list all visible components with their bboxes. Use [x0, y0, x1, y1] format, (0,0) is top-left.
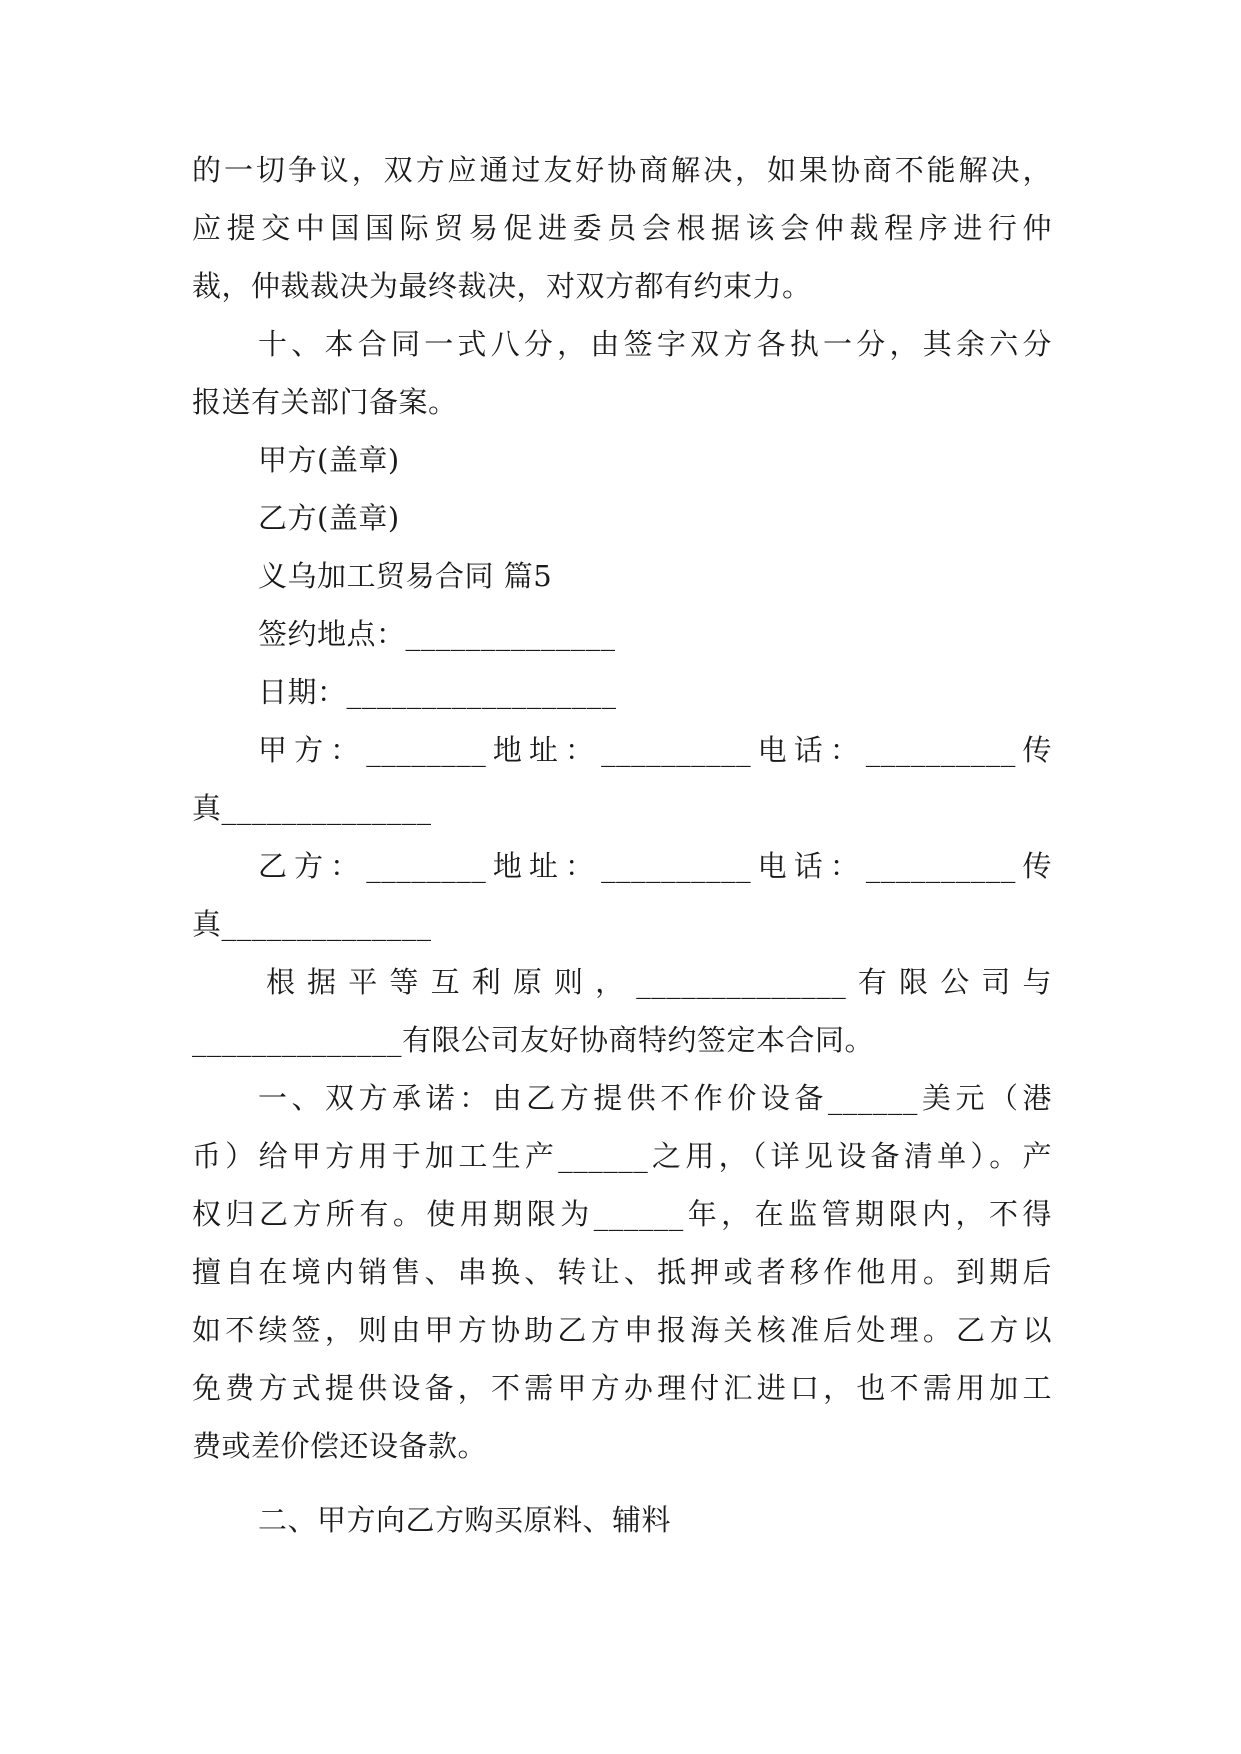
- party-a-fax: 真______________: [192, 791, 432, 825]
- text-line: 根据平等互利原则，______________有限公司与: [266, 965, 1052, 999]
- text-line: 费或差价偿还设备款。: [192, 1429, 488, 1463]
- section-heading: 义乌加工贸易合同 篇5: [258, 559, 553, 593]
- text-line: 裁，仲裁裁决为最终裁决，对双方都有约束力。: [192, 269, 812, 303]
- section-heading: 二、甲方向乙方购买原料、辅料: [258, 1503, 672, 1537]
- signing-location-field: 签约地点：______________: [258, 617, 616, 651]
- text-line: ______________有限公司友好协商特约签定本合同。: [192, 1023, 875, 1057]
- text-line: 币）给甲方用于加工生产______之用，（详见设备清单）。产: [192, 1139, 1052, 1173]
- text-line: 擅自在境内销售、串换、转让、抵押或者移作他用。到期后: [192, 1255, 1052, 1289]
- text-line: 一、双方承诺：由乙方提供不作价设备______美元（港: [258, 1081, 1052, 1115]
- signature-party-b: 乙方(盖章): [258, 501, 400, 535]
- text-line: 报送有关部门备案。: [192, 385, 458, 419]
- date-field: 日期：__________________: [258, 675, 617, 709]
- text-line: 免费方式提供设备，不需甲方办理付汇进口，也不需用加工: [192, 1371, 1052, 1405]
- party-b-fax: 真______________: [192, 907, 432, 941]
- text-line: 十、本合同一式八分，由签字双方各执一分，其余六分: [258, 327, 1052, 361]
- signature-party-a: 甲方(盖章): [258, 443, 400, 477]
- text-line: 的一切争议，双方应通过友好协商解决，如果协商不能解决，: [192, 153, 1052, 187]
- text-line: 如不续签，则由甲方协助乙方申报海关核准后处理。乙方以: [192, 1313, 1052, 1347]
- party-a-info: 甲方：________地址：__________电话：__________传: [258, 733, 1052, 767]
- text-line: 权归乙方所有。使用期限为______年，在监管期限内，不得: [192, 1197, 1052, 1231]
- party-b-info: 乙方：________地址：__________电话：__________传: [258, 849, 1052, 883]
- text-line: 应提交中国国际贸易促进委员会根据该会仲裁程序进行仲: [192, 211, 1052, 245]
